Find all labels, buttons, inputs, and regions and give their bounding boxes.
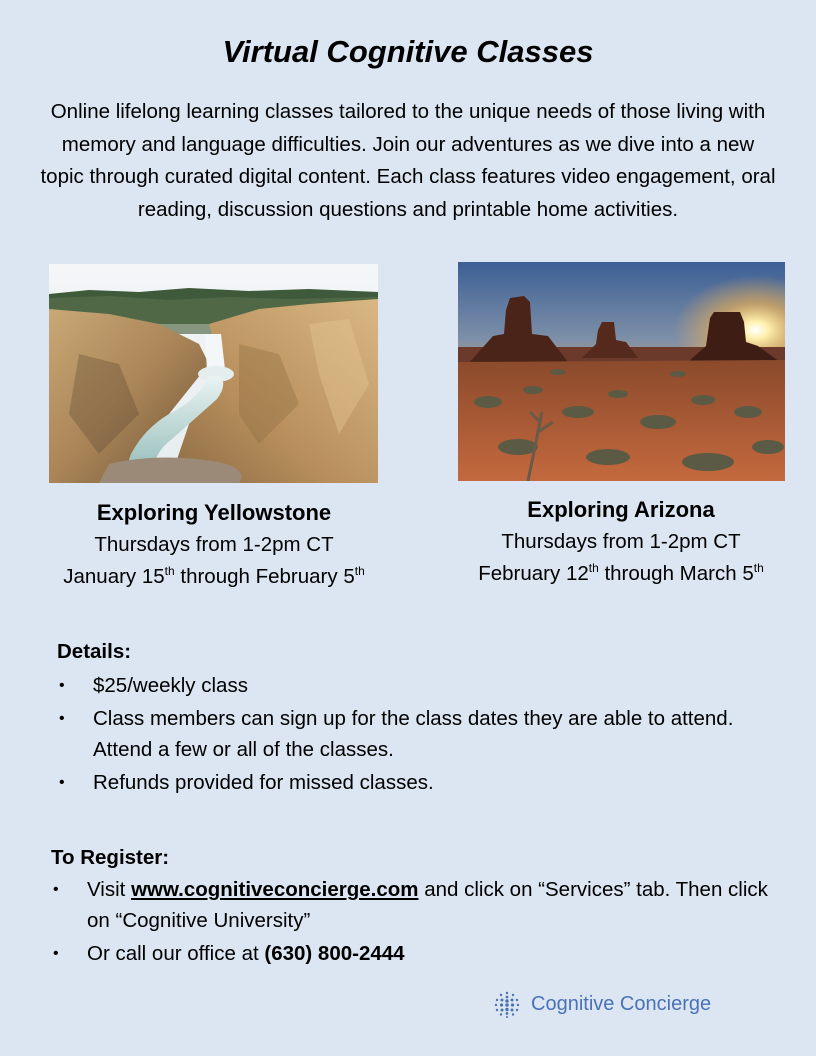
class-arizona bbox=[421, 494, 816, 590]
class-title: Exploring Arizona bbox=[527, 497, 715, 522]
class-dates bbox=[14, 561, 414, 593]
call-text: Or call our office at bbox=[87, 942, 265, 965]
page-title: Virtual Cognitive Classes bbox=[222, 34, 594, 69]
bullet-icon: • bbox=[53, 881, 59, 898]
class-start-date: February 12 bbox=[478, 562, 589, 585]
visit-instructions: and click on “Services” tab. Then click on “Cognitive University” bbox=[87, 878, 768, 932]
arizona-photo bbox=[458, 262, 785, 481]
list-item bbox=[51, 874, 791, 936]
details-list bbox=[57, 670, 777, 800]
website-link[interactable]: www.cognitiveconcierge.com bbox=[131, 878, 419, 901]
list-item bbox=[57, 703, 777, 765]
visit-text: Visit bbox=[87, 878, 132, 901]
phone-number: (630) 800-2444 bbox=[264, 942, 405, 965]
ordinal-suffix: th bbox=[753, 561, 764, 576]
ordinal-suffix: th bbox=[354, 564, 365, 579]
intro-paragraph: Online lifelong learning classes tailored to the unique needs of those living with memory and language difficulties. Join our adventures as we dive into a new topic through curated digital content. Each class features video engagement, oral reading, discussion questions and printable home activities. bbox=[40, 100, 776, 221]
list-item bbox=[57, 767, 777, 798]
yellowstone-photo bbox=[49, 264, 378, 483]
detail-text: Refunds provided for missed classes. bbox=[93, 771, 434, 794]
detail-text: $25/weekly class bbox=[93, 674, 248, 697]
class-title: Exploring Yellowstone bbox=[96, 500, 332, 525]
class-end-date: through March 5 bbox=[598, 562, 754, 585]
company-logo bbox=[493, 988, 711, 1020]
details-heading: Details: bbox=[57, 640, 132, 663]
bullet-icon: • bbox=[59, 677, 65, 694]
class-schedule: Thursdays from 1-2pm CT bbox=[501, 530, 741, 553]
bullet-icon: • bbox=[59, 774, 65, 791]
class-end-date: through February 5 bbox=[174, 565, 355, 588]
register-heading: To Register: bbox=[51, 846, 170, 869]
register-list bbox=[51, 874, 791, 971]
list-item bbox=[57, 670, 777, 701]
logo-text: Cognitive Concierge bbox=[531, 992, 712, 1015]
ordinal-suffix: th bbox=[588, 561, 599, 576]
ordinal-suffix: th bbox=[164, 564, 175, 579]
detail-text: Class members can sign up for the class dates they are able to attend. Attend a few or all of the classes. bbox=[93, 707, 734, 761]
class-yellowstone bbox=[14, 497, 414, 593]
bullet-icon: • bbox=[53, 945, 59, 962]
class-schedule: Thursdays from 1-2pm CT bbox=[94, 533, 334, 556]
class-dates bbox=[421, 558, 816, 590]
class-start-date: January 15 bbox=[63, 565, 165, 588]
list-item bbox=[51, 938, 791, 969]
dotted-sphere-icon bbox=[493, 990, 521, 1018]
bullet-icon: • bbox=[59, 710, 65, 727]
